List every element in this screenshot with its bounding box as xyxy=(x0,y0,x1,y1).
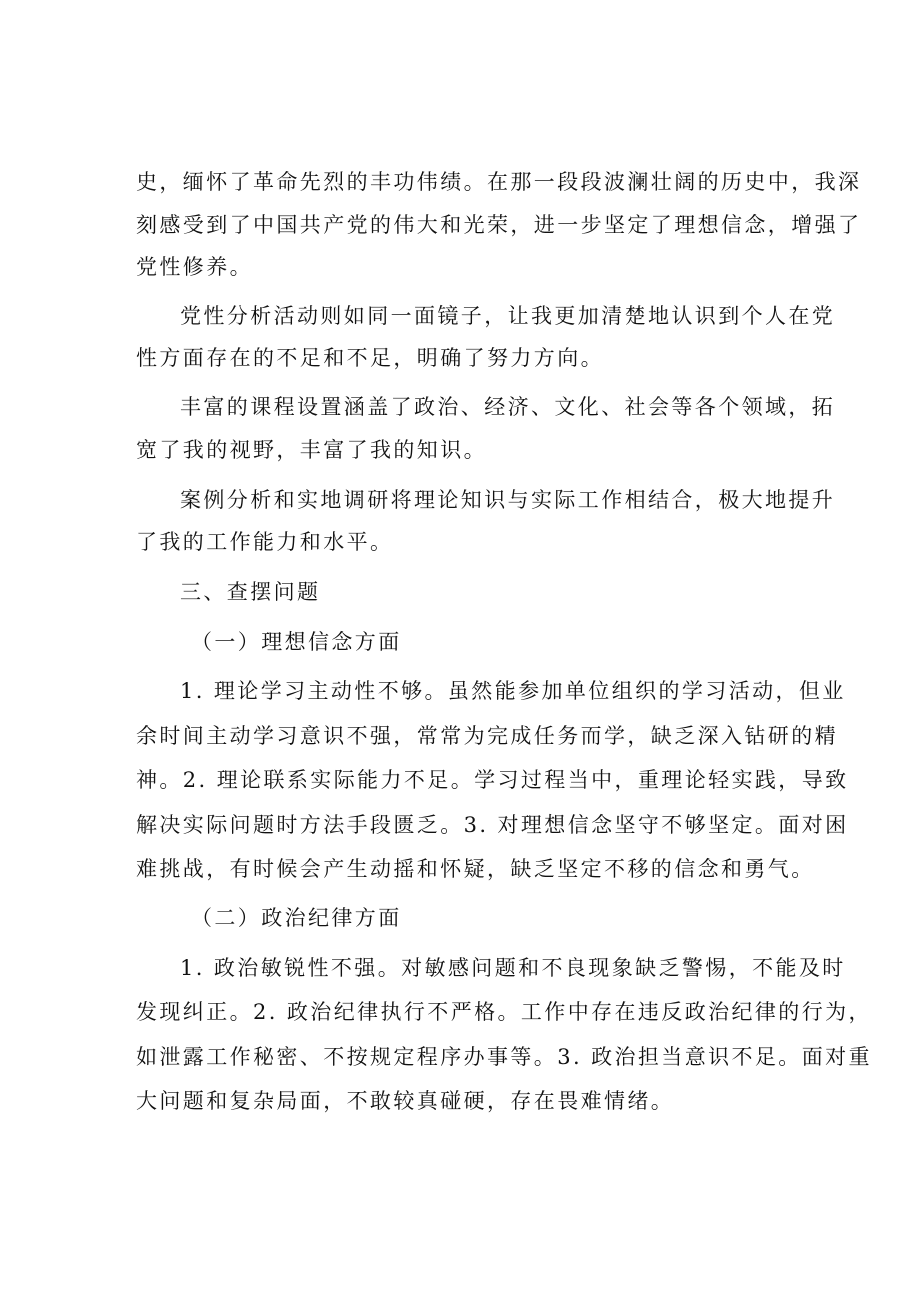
text-line: 大问题和复杂局面，不敢较真碰硬，存在畏难情绪。 xyxy=(136,1089,675,1113)
subsection-heading: （二）政治纪律方面 xyxy=(191,906,402,930)
text-line: 党性分析活动则如同一面镜子，让我更加清楚地认识到个人在党 xyxy=(180,304,836,328)
text-line: 如泄露工作秘密、不按规定程序办事等。3. 政治担当意识不足。面对重 xyxy=(136,1045,872,1069)
text-line: 1. 政治敏锐性不强。对敏感问题和不良现象缺乏警惕，不能及时 xyxy=(180,956,846,980)
text-line: 难挑战，有时候会产生动摇和怀疑，缺乏坚定不移的信念和勇气。 xyxy=(136,857,815,881)
text-line: 党性修养。 xyxy=(136,255,253,279)
text-line: 发现纠正。2. 政治纪律执行不严格。工作中存在违反政治纪律的行为， xyxy=(136,1000,872,1024)
text-line: 性方面存在的不足和不足，明确了努力方向。 xyxy=(136,346,604,370)
section-heading: 三、查摆问题 xyxy=(180,580,321,604)
text-line: 神。2. 理论联系实际能力不足。学习过程当中，重理论轻实践，导致 xyxy=(136,768,849,792)
text-line: 1. 理论学习主动性不够。虽然能参加单位组织的学习活动，但业 xyxy=(180,679,846,703)
subsection-heading: （一）理想信念方面 xyxy=(191,630,402,654)
text-line: 了我的工作能力和水平。 xyxy=(136,530,394,554)
text-line: 刻感受到了中国共产党的伟大和光荣，进一步坚定了理想信念，增强了 xyxy=(136,213,862,237)
text-line: 宽了我的视野，丰富了我的知识。 xyxy=(136,438,487,462)
text-line: 余时间主动学习意识不强，常常为完成任务而学，缺乏深入钻研的精 xyxy=(136,724,838,748)
text-line: 案例分析和实地调研将理论知识与实际工作相结合，极大地提升 xyxy=(180,488,836,512)
text-line: 史，缅怀了革命先烈的丰功伟绩。在那一段段波澜壮阔的历史中，我深 xyxy=(136,170,862,194)
text-line: 解决实际问题时方法手段匮乏。3. 对理想信念坚守不够坚定。面对困 xyxy=(136,813,849,837)
text-line: 丰富的课程设置涵盖了政治、经济、文化、社会等各个领域，拓 xyxy=(180,395,836,419)
